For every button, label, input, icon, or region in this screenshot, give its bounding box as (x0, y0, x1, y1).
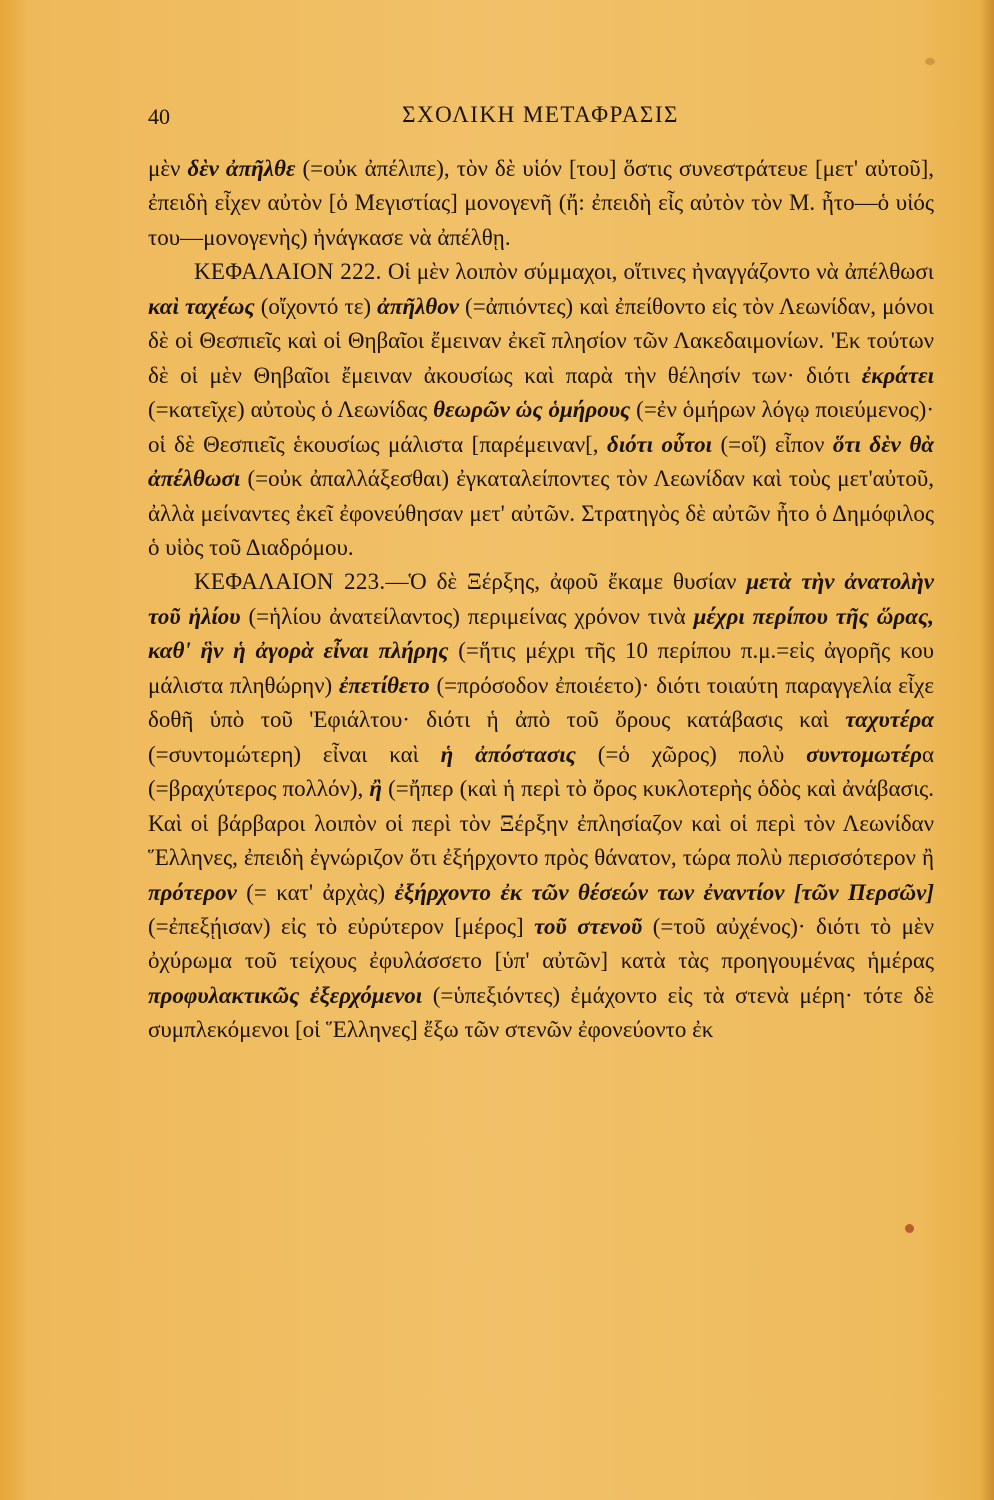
page-header (148, 96, 933, 140)
text-run: μὲν (148, 156, 188, 181)
emphasized-term: διότι οὗτοι (607, 431, 713, 457)
emphasized-term: δὲν ἀπῆλθε (187, 156, 296, 181)
text-run: (= κατ' ἀρχὰς) (236, 879, 395, 905)
emphasized-term: ἢ (369, 776, 382, 802)
chapter-heading: ΚΕΦΑΛΑΙΟΝ 223. (194, 569, 386, 595)
emphasized-term: ἐξήρχοντο ἐκ τῶν θέσεών των ἐναντίον [τῶν Περσῶν] (394, 879, 935, 905)
emphasized-term: μέχρι περίπου τῆς ὥρας, καθ' ἣν ἡ ἀγορὰ εἶναι πλήρης (148, 603, 934, 664)
text-run: (=οὐκ ἀπαλλάξεσθαι) ἐγκαταλείποντες τὸν Λεωνίδαν καὶ τοὺς μετ'αὐτοῦ, ἀλλὰ μείναντες ἐκεῖ ἐφονεύθησαν μετ' αὐτῶν. Στρατηγὸς δὲ αὐτῶν ἦτο ὁ Δημόφιλος ὁ υἱὸς τοῦ Διαδρόμου. (148, 466, 934, 560)
text-run: (=ὑπεξιόντες) ἐμάχοντο εἰς τὰ στενὰ μέρη· τότε δὲ συμπλεκόμενοι [οἱ Ἕλληνες] ἔξω τῶν στενῶν ἐφονεύοντο ἐκ (148, 982, 934, 1043)
text-run: (=ἡλίου ἀνατείλαντος) περιμείνας χρόνον τινὰ (240, 603, 694, 629)
text-run: —Ὁ δὲ Ξέρξης, ἀφοῦ ἔκαμε θυσίαν (385, 569, 747, 595)
text-run: (=τοῦ αὐχένος)· διότι τὸ μὲν ὀχύρωμα τοῦ τείχους ἐφυλάσσετο [ὑπ' αὐτῶν] κατὰ τὰς προηγουμένας ἡμέρας (148, 913, 934, 974)
text-run: (=ἐν ὁμήρων λόγῳ ποιεύμενος)· οἱ δὲ Θεσπιεῖς ἑκουσίως μάλιστα [παρέμειναν[, (148, 397, 934, 457)
emphasized-term: προφυλακτικῶς ἐξερχόμενοι (148, 982, 423, 1008)
emphasized-term: συντομωτέρ (806, 741, 922, 767)
emphasized-term: ταχυτέρα (845, 707, 934, 733)
text-run: (οἴχοντό τε) (254, 293, 378, 319)
text-run: (=οἵ) εἶπον (712, 431, 833, 457)
page-edge-shadow (980, 0, 994, 1500)
text-run: (=ὁ χῶρος) πολὺ (575, 741, 807, 767)
emphasized-term: τοῦ στενοῦ (534, 913, 643, 939)
paragraph (148, 565, 934, 1047)
ink-spot (905, 1224, 914, 1233)
emphasized-term: ἡ ἀπόστασις (440, 741, 576, 767)
page-number: 40 (148, 104, 170, 129)
emphasized-term: μετὰ τὴν ἀνατολὴν τοῦ ἡλίου (148, 569, 934, 629)
text-run: Οἱ μὲν λοιπὸν σύμμαχοι, οἵτινες ἠναγγάζοντο νὰ ἀπέλθωσι (381, 259, 934, 285)
emphasized-term: ἐπετίθετο (338, 672, 430, 698)
emphasized-term: πρότερον (148, 879, 237, 905)
text-run: α (=βραχύτερος πολλόν), (148, 741, 935, 802)
emphasized-term: θεωρῶν ὡς ὁμήρους (433, 397, 631, 423)
paragraph (148, 255, 934, 565)
text-run: (=ἥτις μέχρι τῆς 10 περίπου π.μ.=εἰς ἀγορῆς κου μάλιστα πληθώρην) (148, 638, 934, 698)
paragraph (148, 152, 934, 255)
text-run: (=οὐκ ἀπέλιπε), τὸν δὲ υἱόν [του] ὅστις συνεστράτευε [μετ' αὐτοῦ], ἐπειδὴ εἶχεν αὐτὸν [ὁ Μεγιστίας] μονογενῆ (ἤ: ἐπειδὴ εἶς αὐτὸν τὸν Μ. ἦτο—ὁ υἱός του—μονογενὴς) ἠνάγκασε νὰ ἀπέλθῃ. (148, 156, 934, 250)
text-run: (=ἀπιόντες) καὶ ἐπείθοντο εἰς τὸν Λεωνίδαν, μόνοι δὲ οἱ Θεσπιεῖς καὶ οἱ Θηβαῖοι ἔμειναν ἐκεῖ πλησίον τῶν Λακεδαιμονίων. 'Εκ τούτων δὲ οἱ μὲν Θηβαῖοι ἔμειναν ἀκουσίως καὶ παρὰ τὴν θέλησίν των· διότι (148, 293, 934, 388)
ink-spot (925, 58, 935, 65)
chapter-heading: ΚΕΦΑΛΑΙΟΝ 222. (194, 259, 382, 285)
emphasized-term: ἐκράτει (861, 362, 934, 388)
text-run: (=συντομώτερη) εἶναι καὶ (148, 741, 441, 767)
running-title: ΣΧΟΛΙΚΗ ΜΕΤΑΦΡΑΣΙΣ (402, 102, 679, 127)
body-text (148, 152, 934, 1048)
emphasized-term: ἀπῆλθον (377, 293, 459, 319)
emphasized-term: καὶ ταχέως (148, 293, 255, 319)
text-run: (=ἐπεξῄισαν) εἰς τὸ εὐρύτερον [μέρος] (148, 913, 535, 939)
text-run: (=ἤπερ (καὶ ἡ περὶ τὸ ὄρος κυκλοτερὴς ὁδὸς καὶ ἀνάβασις. Καὶ οἱ βάρβαροι λοιπὸν οἱ περὶ τὸν Ξέρξην ἐπλησίαζον καὶ οἱ περὶ τὸν Λεωνίδαν Ἕλληνες, ἐπειδὴ ἐγνώριζον ὅτι ἐξήρχοντο πρὸς θάνατον, τώρα πολὺ περισσότερον ἢ (148, 776, 934, 871)
emphasized-term: ὅτι δὲν θὰ ἀπέλθωσι (148, 431, 935, 492)
text-run: (=κατεῖχε) αὐτοὺς ὁ Λεωνίδας (148, 397, 434, 423)
text-run: (=πρόσοδον ἐποιέετο)· διότι τοιαύτη παραγγελία εἶχε δοθῆ ὑπὸ τοῦ 'Εφιάλτου· διότι ἡ ἀπὸ τοῦ ὄρους κατάβασις καὶ (148, 672, 934, 733)
